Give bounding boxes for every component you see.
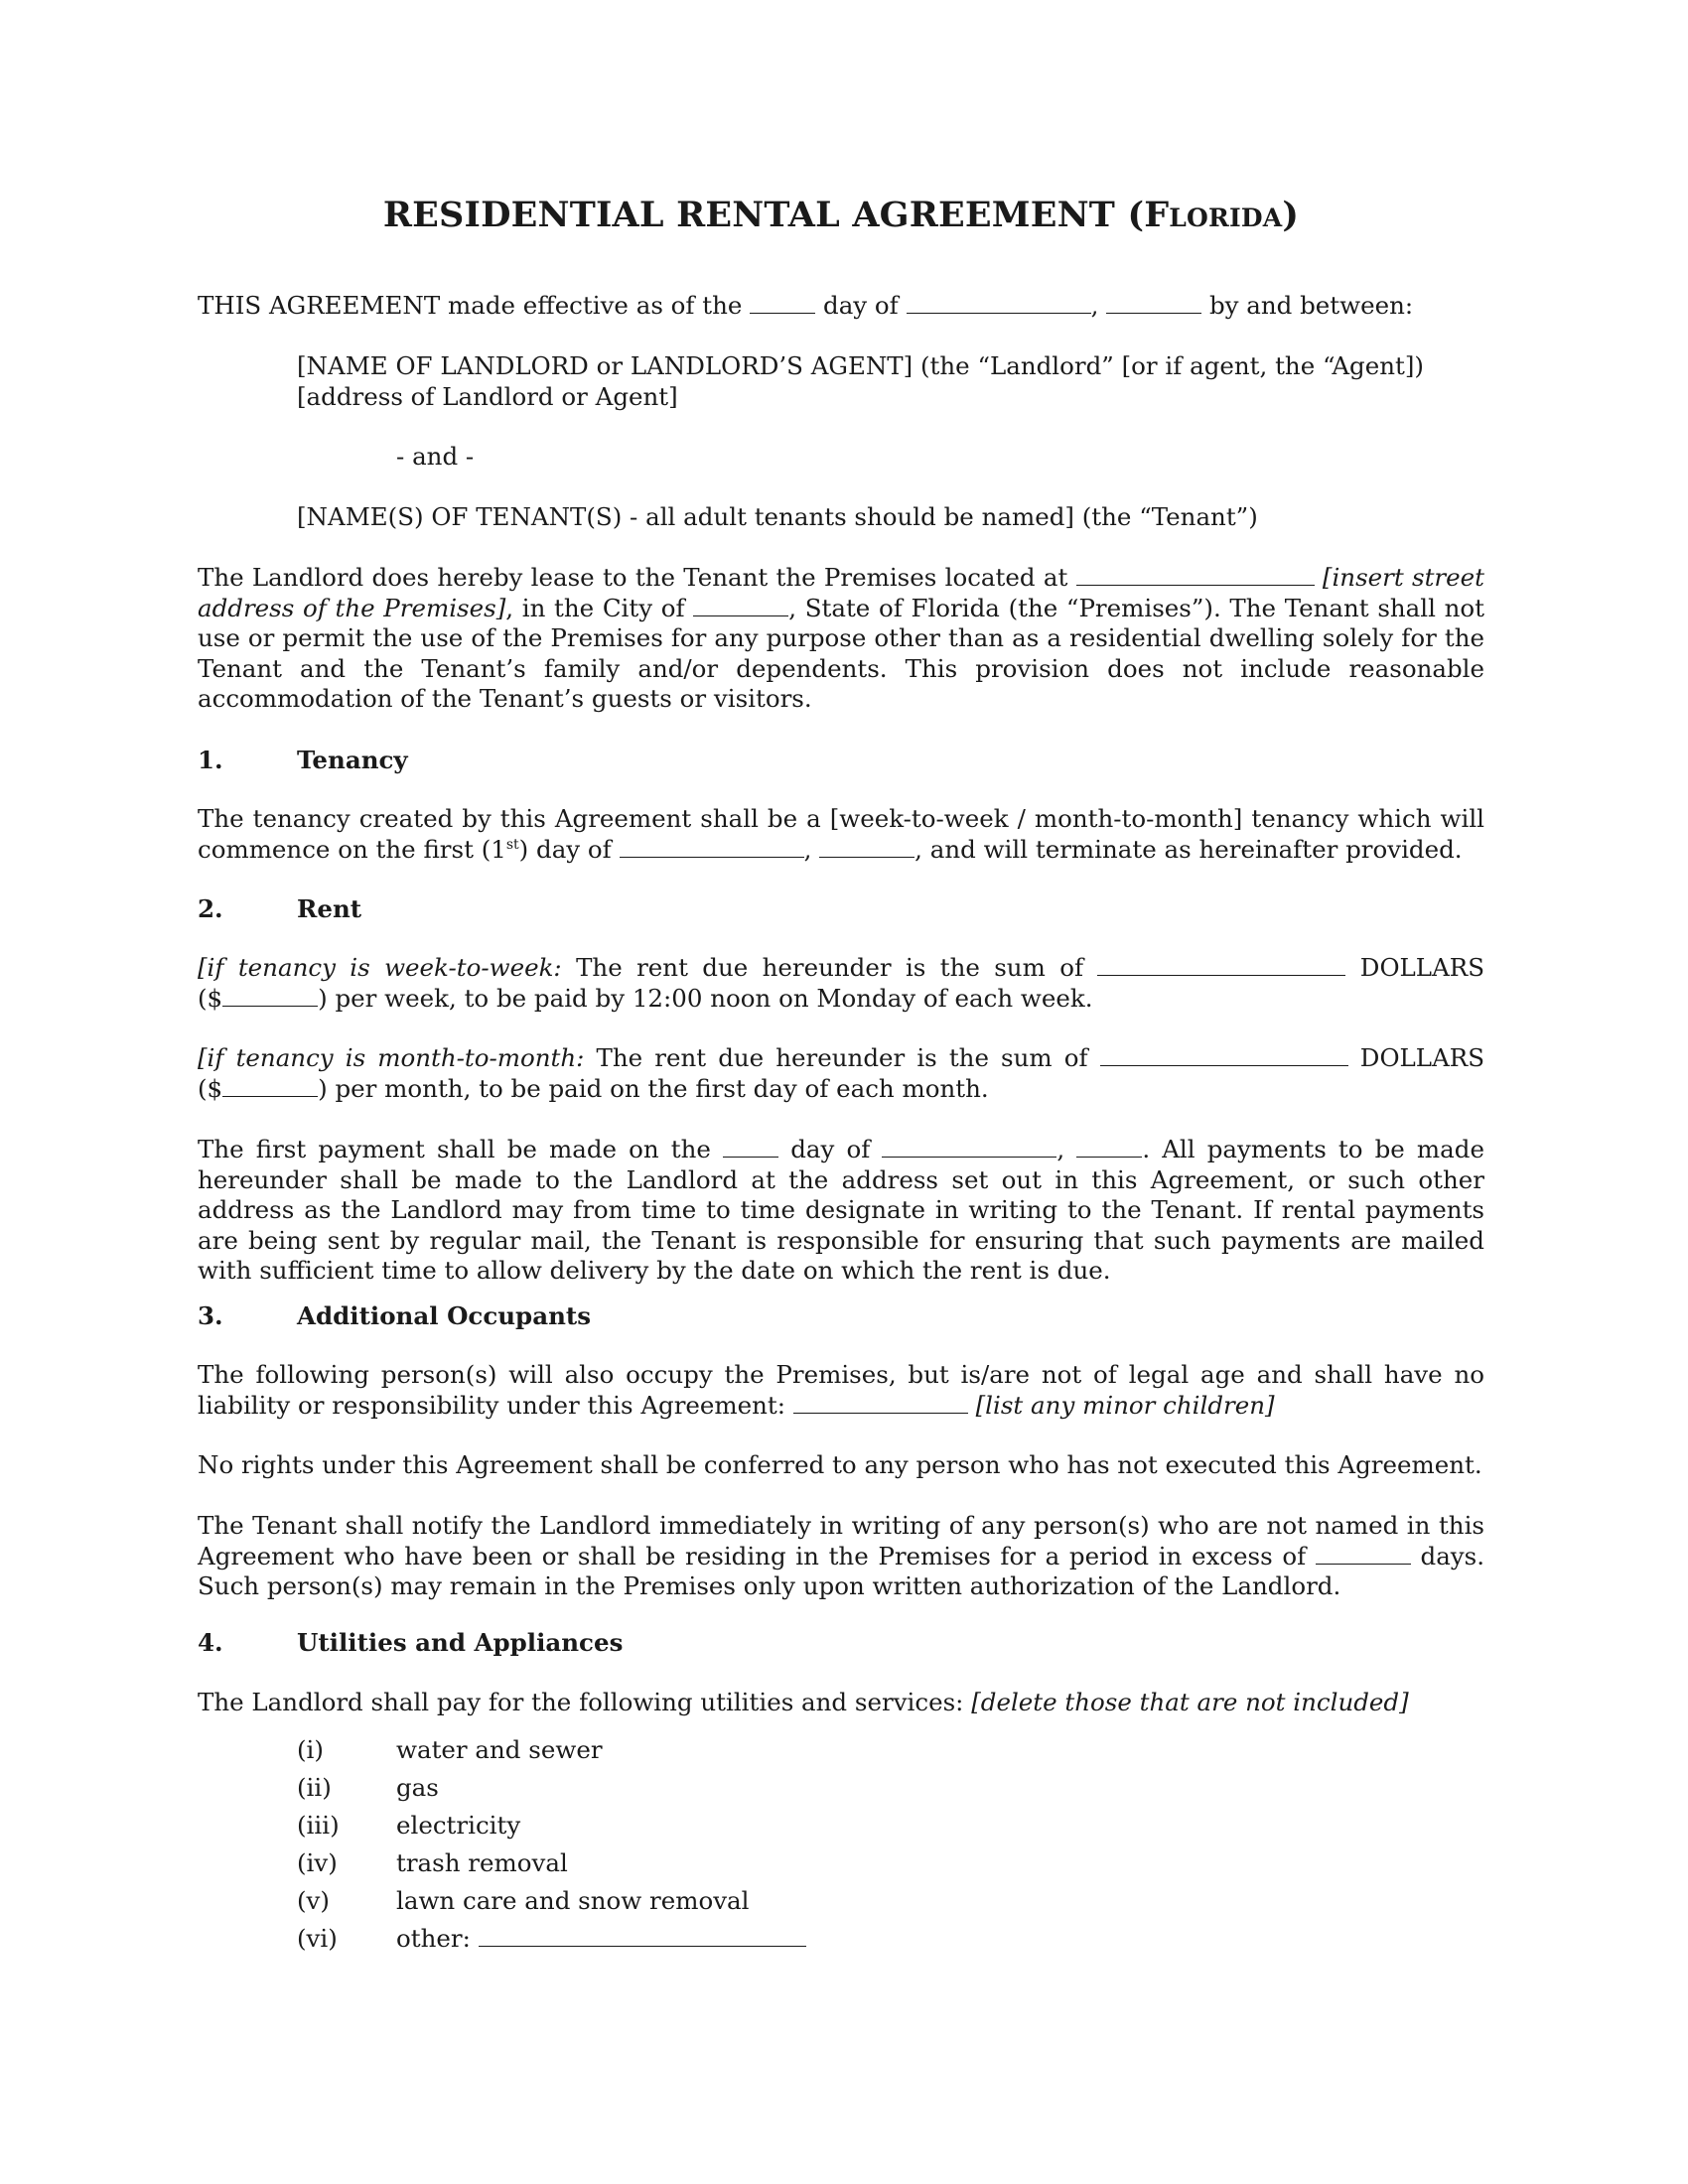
other-utility-blank[interactable] bbox=[479, 1925, 806, 1947]
city-blank[interactable] bbox=[693, 595, 788, 616]
list-item-label: electricity bbox=[396, 1811, 521, 1840]
list-item bbox=[297, 1735, 1484, 1766]
rent-monthly-text-c: ($ bbox=[198, 1073, 223, 1103]
premises-paragraph bbox=[198, 563, 1484, 715]
section-2-title: Rent bbox=[297, 894, 362, 923]
intro-text-2: day of bbox=[823, 291, 899, 320]
list-item bbox=[297, 1811, 1484, 1842]
days-blank[interactable] bbox=[1316, 1543, 1411, 1565]
rent-weekly-lead: [if tenancy is week-to-week: bbox=[198, 953, 562, 982]
list-item-label: gas bbox=[396, 1773, 439, 1802]
intro-text-3: , bbox=[1090, 291, 1099, 320]
tenant-line: [NAME(S) OF TENANT(S) - all adult tenants should be named] (the “Tenant”) bbox=[297, 502, 1258, 531]
document-title bbox=[198, 194, 1484, 237]
list-item bbox=[297, 1848, 1484, 1879]
rent-monthly-text-a: The rent due hereunder is the sum of bbox=[596, 1043, 1088, 1072]
tenancy-paragraph bbox=[198, 804, 1484, 865]
notify-paragraph bbox=[198, 1511, 1484, 1602]
month-blank[interactable] bbox=[907, 292, 1091, 314]
section-4-title: Utilities and Appliances bbox=[297, 1628, 624, 1657]
first-payment-month-blank[interactable] bbox=[882, 1136, 1056, 1158]
first-payment-text-b: day of bbox=[790, 1135, 871, 1163]
landlord-address: [address of Landlord or Agent] bbox=[297, 381, 678, 411]
intro-paragraph bbox=[198, 291, 1484, 322]
day-blank[interactable] bbox=[750, 292, 815, 314]
rent-monthly-lead: [if tenancy is month-to-month: bbox=[198, 1043, 585, 1072]
tenancy-year-blank[interactable] bbox=[819, 836, 914, 858]
rent-weekly-text-a: The rent due hereunder is the sum of bbox=[576, 953, 1084, 982]
utilities-intro bbox=[198, 1688, 1484, 1718]
section-3-heading bbox=[198, 1301, 591, 1332]
rent-weekly-amount-blank[interactable] bbox=[1097, 954, 1345, 976]
tenancy-text-1: The tenancy created by this Agreement shall be a [week-to-week / month-to-month] tenancy which will commence on the first (1 bbox=[198, 804, 1484, 864]
premises-address-blank[interactable] bbox=[1076, 564, 1315, 586]
first-payment-text-a: The first payment shall be made on the bbox=[198, 1135, 711, 1163]
intro-text-4: by and between: bbox=[1208, 291, 1414, 320]
section-3-number: 3. bbox=[198, 1301, 223, 1330]
list-item-number: (iii) bbox=[297, 1811, 340, 1840]
notify-text-b: days. Such person(s) may remain in the Premises only upon written authorization of the Landlord. bbox=[198, 1541, 1485, 1600]
list-item-number: (v) bbox=[297, 1886, 330, 1915]
list-item-number: (ii) bbox=[297, 1773, 332, 1802]
rent-monthly-amount-blank[interactable] bbox=[1100, 1044, 1348, 1066]
list-item-label: lawn care and snow removal bbox=[396, 1886, 750, 1915]
premises-text-d: , State of Florida (the “Premises”). The Tenant shall not use or permit the use of the Premises for any purpose other than as a residential dwelling solely for the Tenant and the Tenant’s family and/or dependents. This provision does not include reasonable accommodation of the Tenant’s guests or visitors. bbox=[198, 593, 1484, 713]
rent-weekly-text-c: ($ bbox=[198, 983, 223, 1013]
tenancy-text-4: , and will terminate as hereinafter provided. bbox=[914, 834, 1463, 864]
list-item-number: (i) bbox=[297, 1735, 324, 1764]
section-3-title: Additional Occupants bbox=[297, 1301, 591, 1330]
title-close: ) bbox=[1282, 195, 1300, 235]
premises-text-a: The Landlord does hereby lease to the Tenant the Premises located at bbox=[198, 563, 1068, 592]
rent-monthly-text-b: DOLLARS bbox=[1359, 1043, 1484, 1072]
title-state: Florida bbox=[1144, 195, 1283, 235]
rent-weekly-text-b: DOLLARS bbox=[1359, 953, 1484, 982]
premises-text-b: [insert street address of the Premises] bbox=[198, 563, 1484, 622]
list-item-label: other: bbox=[396, 1924, 471, 1953]
rent-weekly-dollar-blank[interactable] bbox=[222, 985, 318, 1007]
section-1-heading bbox=[198, 746, 408, 776]
utilities-intro-text: The Landlord shall pay for the following utilities and services: bbox=[198, 1688, 964, 1716]
list-item-number: (iv) bbox=[297, 1848, 338, 1877]
occupants-paragraph bbox=[198, 1360, 1484, 1421]
rent-weekly-paragraph bbox=[198, 953, 1484, 1014]
section-4-number: 4. bbox=[198, 1628, 223, 1657]
rent-monthly-dollar-blank[interactable] bbox=[222, 1075, 318, 1097]
first-payment-day-blank[interactable] bbox=[723, 1136, 778, 1158]
rent-weekly-line-2 bbox=[198, 984, 1484, 1015]
first-payment-text-d: . All payments to be made hereunder shall be made to the Landlord at the address set out in this Agreement, or such other address as the Landlord may from time to time designate in writing to the Tenant. If rental payments are being sent by regular mail, the Tenant is responsible for ensuring that such payments are mailed with sufficient time to allow delivery by the date on which the rent is due. bbox=[198, 1135, 1484, 1285]
rights-paragraph: No rights under this Agreement shall be conferred to any person who has not executed this Agreement. bbox=[198, 1450, 1482, 1479]
rent-monthly-line-1 bbox=[198, 1043, 1484, 1074]
rent-monthly-paragraph bbox=[198, 1043, 1484, 1104]
list-item-label: water and sewer bbox=[396, 1735, 603, 1764]
first-payment-paragraph bbox=[198, 1135, 1484, 1287]
list-item bbox=[297, 1886, 1484, 1917]
intro-text-1: THIS AGREEMENT made effective as of the bbox=[198, 291, 743, 320]
and-separator: - and - bbox=[396, 442, 475, 471]
section-2-number: 2. bbox=[198, 894, 223, 923]
occupants-text-a: The following person(s) will also occupy the Premises, but is/are not of legal age and shall have no liability or responsibility under this Agreement: bbox=[198, 1360, 1484, 1420]
rent-monthly-line-2 bbox=[198, 1074, 1484, 1105]
rent-monthly-text-d: ) per month, to be paid on the first day of each month. bbox=[318, 1073, 989, 1103]
section-2-heading bbox=[198, 894, 361, 925]
rent-weekly-line-1 bbox=[198, 953, 1484, 984]
first-payment-text-c: , bbox=[1056, 1135, 1065, 1163]
tenancy-month-blank[interactable] bbox=[620, 836, 804, 858]
occupants-text-b: [list any minor children] bbox=[975, 1390, 1275, 1420]
tenancy-text-2: ) day of bbox=[518, 834, 612, 864]
landlord-block bbox=[297, 351, 1484, 412]
landlord-name: [NAME OF LANDLORD or LANDLORD’S AGENT] (the “Landlord” [or if agent, the “Agent]) bbox=[297, 351, 1424, 380]
minor-children-blank[interactable] bbox=[793, 1392, 968, 1414]
notify-text-a: The Tenant shall notify the Landlord immediately in writing of any person(s) who are not named in this Agreement who have been or shall be residing in the Premises for a period in excess of bbox=[198, 1511, 1484, 1570]
tenancy-sup: st bbox=[505, 836, 519, 853]
section-1-title: Tenancy bbox=[297, 746, 408, 774]
list-item bbox=[297, 1924, 1484, 1955]
section-1-number: 1. bbox=[198, 746, 223, 774]
rent-weekly-text-d: ) per week, to be paid by 12:00 noon on Monday of each week. bbox=[318, 983, 1093, 1013]
title-main: RESIDENTIAL RENTAL AGREEMENT ( bbox=[382, 195, 1145, 235]
tenancy-text-3: , bbox=[803, 834, 812, 864]
premises-text-c: , in the City of bbox=[505, 593, 685, 622]
list-item bbox=[297, 1773, 1484, 1804]
year-blank[interactable] bbox=[1106, 292, 1201, 314]
section-4-heading bbox=[198, 1628, 623, 1659]
list-item-number: (vi) bbox=[297, 1924, 338, 1953]
list-item-label: trash removal bbox=[396, 1848, 568, 1877]
first-payment-year-blank[interactable] bbox=[1076, 1136, 1142, 1158]
utilities-intro-note: [delete those that are not included] bbox=[971, 1688, 1409, 1716]
